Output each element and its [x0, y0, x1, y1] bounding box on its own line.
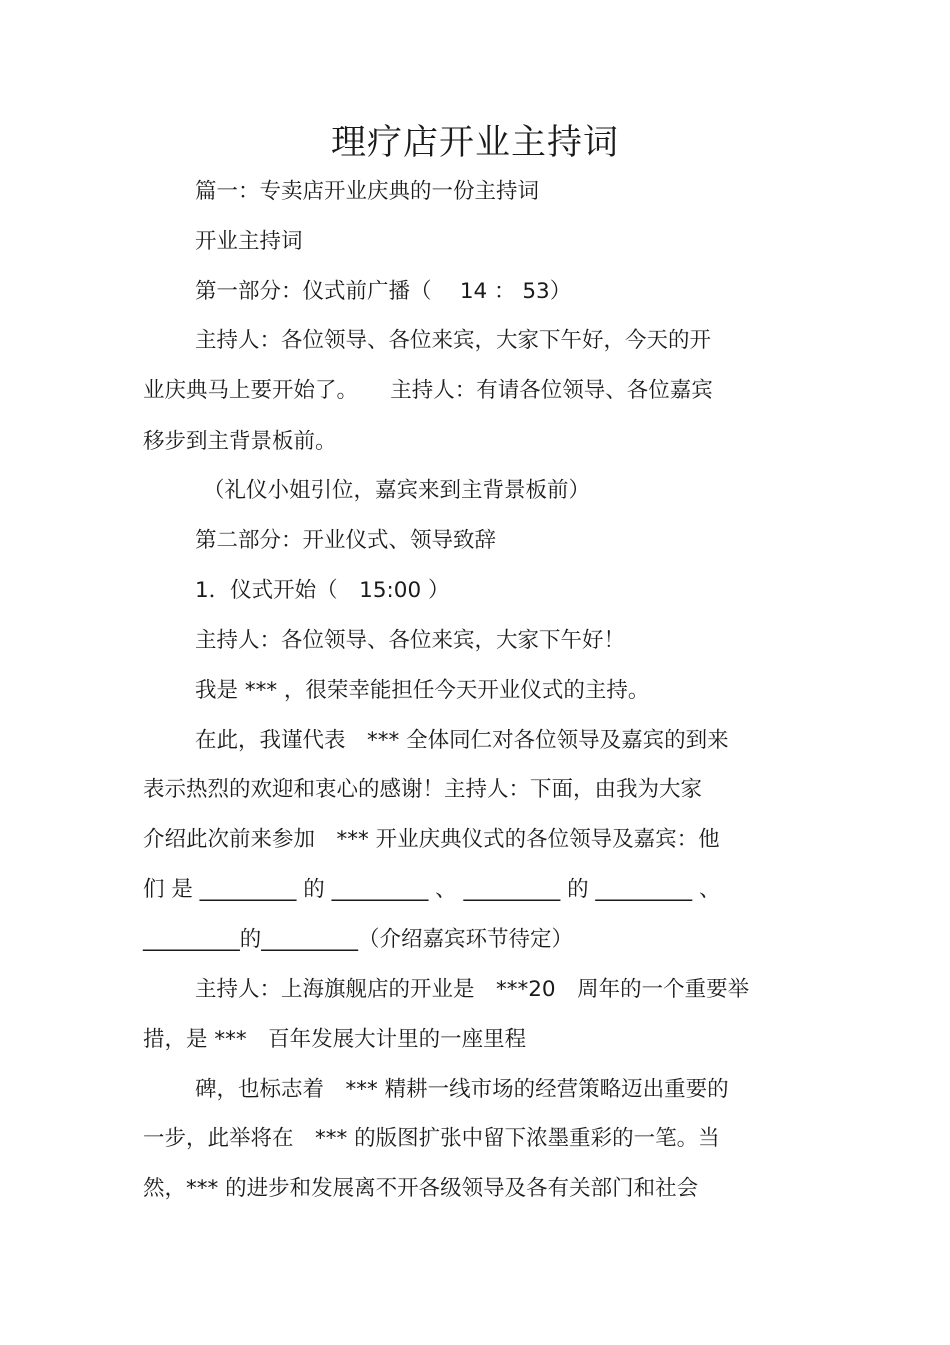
- text-line: 碑，也标志着 *** 精耕一线市场的经营策略迈出重要的: [195, 1077, 729, 1102]
- text-line: 我是 *** ，很荣幸能担任今天开业仪式的主持。: [195, 678, 650, 703]
- text-line: 一步，此举将在 *** 的版图扩张中留下浓墨重彩的一笔。当: [143, 1126, 720, 1151]
- text-line: 们 是 _________ 的 _________ 、 _________ 的 _________ 、: [143, 877, 721, 902]
- text-line: 移步到主背景板前。: [143, 429, 337, 454]
- text-line: 措，是 *** 百年发展大计里的一座里程: [143, 1027, 527, 1052]
- text-line: 表示热烈的欢迎和衷心的感谢！主持人：下面，由我为大家: [143, 777, 703, 802]
- text-line: 1．仪式开始（ 15:00 ）: [195, 578, 450, 603]
- text-line: 主持人：各位领导、各位来宾，大家下午好！: [195, 628, 626, 653]
- text-line: 篇一：专卖店开业庆典的一份主持词: [195, 179, 540, 204]
- text-line: 第二部分：开业仪式、领导致辞: [195, 528, 497, 553]
- text-line: 然，*** 的进步和发展离不开各级领导及各有关部门和社会: [143, 1176, 699, 1201]
- text-line: （礼仪小姐引位，嘉宾来到主背景板前）: [203, 478, 591, 503]
- text-line: 在此，我谨代表 *** 全体同仁对各位领导及嘉宾的到来: [195, 728, 729, 753]
- text-line: 开业主持词: [195, 229, 303, 254]
- text-line: 主持人：上海旗舰店的开业是 ***20 周年的一个重要举: [195, 977, 750, 1002]
- text-line: 业庆典马上要开始了。 主持人：有请各位领导、各位嘉宾: [143, 378, 713, 403]
- page-title: 理疗店开业主持词: [330, 123, 619, 163]
- text-line: _________的_________（介绍嘉宾环节待定）: [143, 927, 574, 952]
- text-line: 第一部分：仪式前广播（ 14 ： 53）: [195, 279, 572, 304]
- text-line: 介绍此次前来参加 *** 开业庆典仪式的各位领导及嘉宾：他: [143, 827, 720, 852]
- text-line: 主持人：各位领导、各位来宾，大家下午好，今天的开: [195, 328, 712, 353]
